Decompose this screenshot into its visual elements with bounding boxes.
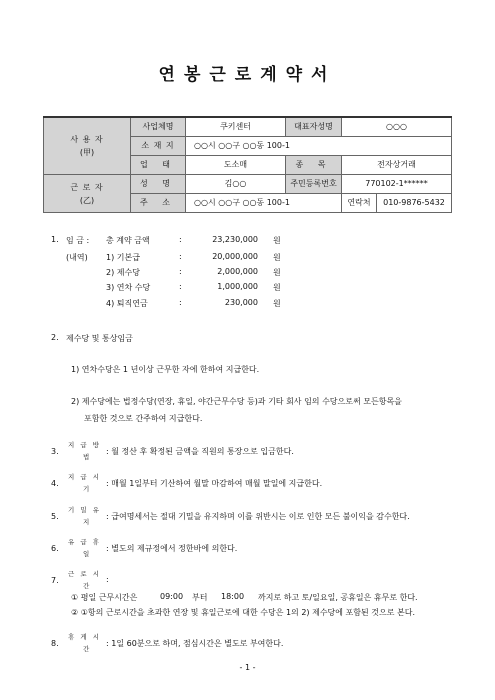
employer-header: [44, 117, 131, 175]
employee-name-label: 성 명: [131, 175, 186, 194]
wage-item-unit: 원: [273, 253, 281, 262]
wage-item-value: 1,000,000: [217, 282, 258, 291]
employee-addr-label: 주 소: [131, 194, 186, 213]
wage-item-colon: :: [179, 252, 182, 261]
sec7-colon: :: [106, 575, 109, 584]
item-value: 전자상거래: [342, 156, 452, 175]
sec2-num: 2.: [51, 333, 59, 342]
biz-name-label: 사업체명: [131, 117, 186, 137]
sec1-head: 임 금 :: [66, 236, 90, 245]
sec3-label-top: 지 급 방: [68, 441, 101, 449]
sec1-num: 1.: [51, 235, 59, 244]
employer-label: 사 용 자: [70, 135, 104, 144]
wage-item-colon: :: [179, 298, 182, 307]
sec4-label-top: 지 급 시: [68, 473, 101, 481]
sec7-line1-end: 18:00: [221, 592, 245, 601]
wage-item-label: 4) 퇴직연금: [106, 299, 148, 308]
sec2-para2b: 포함한 것으로 간주하여 지급한다.: [84, 414, 203, 423]
sec8-label-bot: 간: [83, 645, 92, 653]
wage-item-value: 230,000: [224, 298, 258, 307]
wage-total-value: 23,230,000: [212, 235, 258, 244]
sec7-line1-from: 부터: [192, 593, 208, 602]
employee-addr-value: ○○시 ○○구 ○○동 100-1: [186, 194, 342, 213]
employee-contact-cell: [342, 194, 452, 213]
employee-label: 근 로 자: [70, 182, 104, 192]
page-number: - 1 -: [239, 663, 256, 672]
sec7-line2: ② ①항의 근로시간을 초과한 연장 및 휴일근로에 대한 수당은 1의 2) 제수당에 포함된 것으로 본다.: [71, 608, 415, 617]
wage-item-colon: :: [179, 282, 182, 291]
wage-item-label: 2) 제수당: [106, 268, 140, 277]
employer-sub: (甲): [79, 148, 95, 157]
party-info-table: [43, 116, 452, 213]
sec7-line1-a: ① 평일 근무시간은: [71, 593, 138, 602]
wage-item-unit: 원: [273, 283, 281, 292]
employer-addr-label: 소 재 지: [131, 137, 186, 156]
employee-header: [44, 175, 131, 213]
wage-item-unit: 원: [273, 299, 281, 308]
sec4-label-bot: 기: [83, 485, 92, 493]
biz-type-value: 도소매: [186, 156, 286, 175]
sec3-text: : 월 정산 후 확정된 금액을 직원의 통장으로 입금한다.: [106, 447, 294, 456]
sec2-head: 제수당 및 통상임금: [66, 334, 133, 343]
sec5-text: : 급여명세서는 절대 기밀을 유지하며 이를 위반시는 이로 인한 모든 불이익을 감수한다.: [106, 512, 410, 521]
sec6-num: 6.: [51, 544, 59, 553]
wage-item-label: 1) 기본급: [106, 253, 140, 262]
document-title: 연봉근로계약서: [158, 65, 337, 85]
employer-addr-value: ○○시 ○○구 ○○동 100-1: [186, 137, 452, 156]
wage-total-label: 총 계약 금액: [106, 236, 150, 245]
wage-item-label: 3) 연차 수당: [106, 283, 151, 292]
wage-total-unit: 원: [273, 236, 281, 245]
sec8-text: : 1일 60분으로 하며, 점심시간은 별도로 부여한다.: [106, 639, 284, 648]
wage-detail-label: (내역): [66, 253, 88, 262]
employee-name-value: 김○○: [186, 175, 286, 194]
wage-item-unit: 원: [273, 268, 281, 277]
employee-id-label: 주민등록번호: [286, 175, 342, 194]
employee-sub: (乙): [79, 195, 95, 205]
wage-item-colon: :: [179, 267, 182, 276]
sec6-text: : 별도의 제규정에서 정한바에 의한다.: [106, 544, 238, 553]
rep-value: ○○○: [342, 117, 452, 137]
sec8-label-top: 휴 게 시: [68, 633, 101, 641]
sec2-para1: 1) 연차수당은 1 년이상 근무한 자에 한하여 지급한다.: [71, 365, 260, 374]
item-label: 종 목: [286, 156, 342, 175]
sec7-label-top: 근 로 시: [68, 570, 101, 578]
sec5-label-bot: 지: [83, 518, 92, 526]
employee-contact-label: 연락처: [342, 194, 377, 212]
wage-item-value: 2,000,000: [217, 267, 258, 276]
sec7-line1-start: 09:00: [160, 592, 184, 601]
employee-contact-value: 010-9876-5432: [383, 198, 445, 207]
biz-name-value: 쿠키센터: [186, 117, 286, 137]
sec5-num: 5.: [51, 512, 59, 521]
sec3-label-bot: 법: [83, 453, 92, 461]
sec8-num: 8.: [51, 639, 59, 648]
biz-type-label: 업 태: [131, 156, 186, 175]
employee-id-value: 770102-1******: [342, 175, 452, 194]
sec7-label-bot: 간: [83, 582, 92, 590]
sec4-num: 4.: [51, 479, 59, 488]
sec2-para2a: 2) 제수당에는 법정수당(연장, 휴일, 야간근무수당 등)과 기타 회사 임의 수당으로써 모든항목을: [71, 397, 402, 406]
wage-total-colon: :: [179, 235, 182, 244]
sec3-num: 3.: [51, 447, 59, 456]
sec6-label-top: 유 급 휴: [68, 538, 101, 546]
sec5-label-top: 기 밀 유: [68, 506, 101, 514]
sec4-text: : 매월 1일부터 기산하여 월말 마감하여 매월 말일에 지급한다.: [106, 479, 323, 488]
sec6-label-bot: 일: [83, 550, 92, 558]
sec7-line1-rest: 까지로 하고 토/일요일, 공휴일은 휴무로 한다.: [258, 593, 418, 602]
wage-item-value: 20,000,000: [212, 252, 258, 261]
sec7-num: 7.: [51, 576, 59, 585]
rep-label: 대표자성명: [286, 117, 342, 137]
